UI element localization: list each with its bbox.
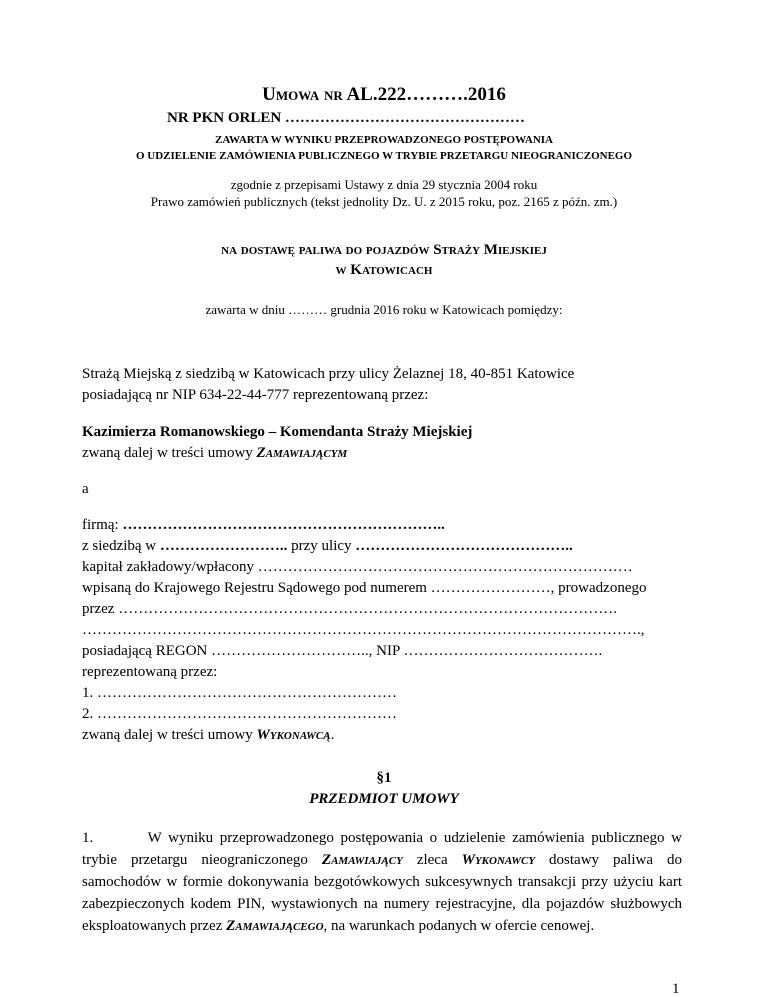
krs-line: wpisaną do Krajowego Rejestru Sądowego pod numerem ……………………, prowadzonego: [82, 580, 647, 596]
representative-1: 1. ……………………………………………………: [82, 685, 397, 701]
contract-title-prefix: Umowa nr: [262, 84, 343, 105]
ordering-party-name: Zamawiającym: [256, 445, 348, 461]
representative-name: Kazimierza Romanowskiego – Komendanta Straży Miejskiej: [82, 424, 473, 440]
court-line: przez ……………………………………………………………………………………….: [82, 601, 617, 617]
date-line: zawarta w dniu ……… grudnia 2016 roku w Katowicach pomiędzy:: [205, 302, 563, 317]
ordering-party-nip: posiadającą nr NIP 634-22-44-777 reprezentowaną przez:: [82, 387, 429, 403]
regon-nip-line: posiadającą REGON ………………………….., NIP ………………………………….: [82, 643, 603, 659]
represented-by-line: reprezentowaną przez:: [82, 664, 218, 680]
contractor-called: [82, 727, 334, 744]
paragraph-number: 1.: [82, 830, 94, 846]
paragraph-text-c: dostawy paliwa do samochodów w formie dokonywania bezgotówkowych sukcesywnych transakcji przy użyciu kart zabezpieczonych kodem PIN, wystawionych na numery rejestracyjne, dla pojazdów służbowych eksploatowanych przez: [82, 852, 682, 934]
firm-value: ………………………………………………………..: [122, 517, 445, 533]
contract-title: [0, 84, 768, 106]
section-symbol: §1: [376, 770, 392, 786]
concluded-line: ZAWARTA W WYNIKU PRZEPROWADZONEGO POSTĘPOWANIA: [214, 134, 554, 146]
paragraph-text-b: zleca: [416, 852, 448, 868]
seat-value: ……………………..: [159, 538, 292, 554]
seat-line: [82, 538, 573, 555]
firm-label: firmą:: [82, 517, 119, 533]
paragraph-text-d: , na warunkach podanych w ofercie cenowej.: [323, 918, 595, 934]
contractor-name: Wykonawcy: [461, 852, 536, 868]
law-line-2: Prawo zamówień publicznych (tekst jednolity Dz. U. z 2015 roku, poz. 2165 z późn. zm.): [150, 194, 618, 209]
contractor-name: Wykonawcą: [256, 727, 331, 743]
ordering-party-address: Strażą Miejską z siedzibą w Katowicach przy ulicy Żelaznej 18, 40-851 Katowice: [82, 366, 575, 382]
section-heading: PRZEDMIOT UMOWY: [309, 791, 459, 807]
called-prefix: zwaną dalej w treści umowy: [82, 445, 253, 461]
representative-2: 2. ……………………………………………………: [82, 706, 397, 722]
pkn-orlen-number: NR PKN ORLEN …………………………………………: [167, 110, 525, 126]
subject-line-2: w Katowicach: [335, 262, 433, 278]
ordering-party-called: [82, 445, 347, 462]
section-1-paragraph-1: [82, 827, 682, 937]
called-prefix: zwaną dalej w treści umowy: [82, 727, 253, 743]
procedure-line: O UDZIELENIE ZAMÓWIENIA PUBLICZNEGO W TRYBIE PRZETARGU NIEOGRANICZONEGO: [135, 150, 633, 162]
page-number: 1: [672, 981, 680, 997]
contract-number: AL.222……….2016: [346, 84, 506, 105]
subject-line-1: na dostawę paliwa do pojazdów Straży Miejskiej: [221, 242, 547, 258]
ordering-party-name-genitive: Zamawiającego: [226, 918, 324, 934]
capital-line: kapitał zakładowy/wpłacony …………………………………………………………………: [82, 559, 633, 575]
firm-line: [82, 517, 445, 534]
seat-label: z siedzibą w: [82, 538, 157, 554]
street-label: przy ulicy: [291, 538, 352, 554]
and-word: a: [82, 481, 89, 497]
dots-line: ………………………………………………………………………………………………….,: [82, 622, 645, 638]
law-line-1: zgodnie z przepisami Ustawy z dnia 29 stycznia 2004 roku: [230, 177, 538, 192]
paragraph-text-a: W wyniku przeprowadzonego postępowania o udzielenie zamówienia publicznego w trybie przetargu nieograniczonego: [82, 830, 682, 868]
ordering-party-name: Zamawiający: [321, 852, 403, 868]
contractor-called-suffix: .: [330, 727, 335, 743]
street-value: ……………………………………..: [355, 538, 573, 554]
